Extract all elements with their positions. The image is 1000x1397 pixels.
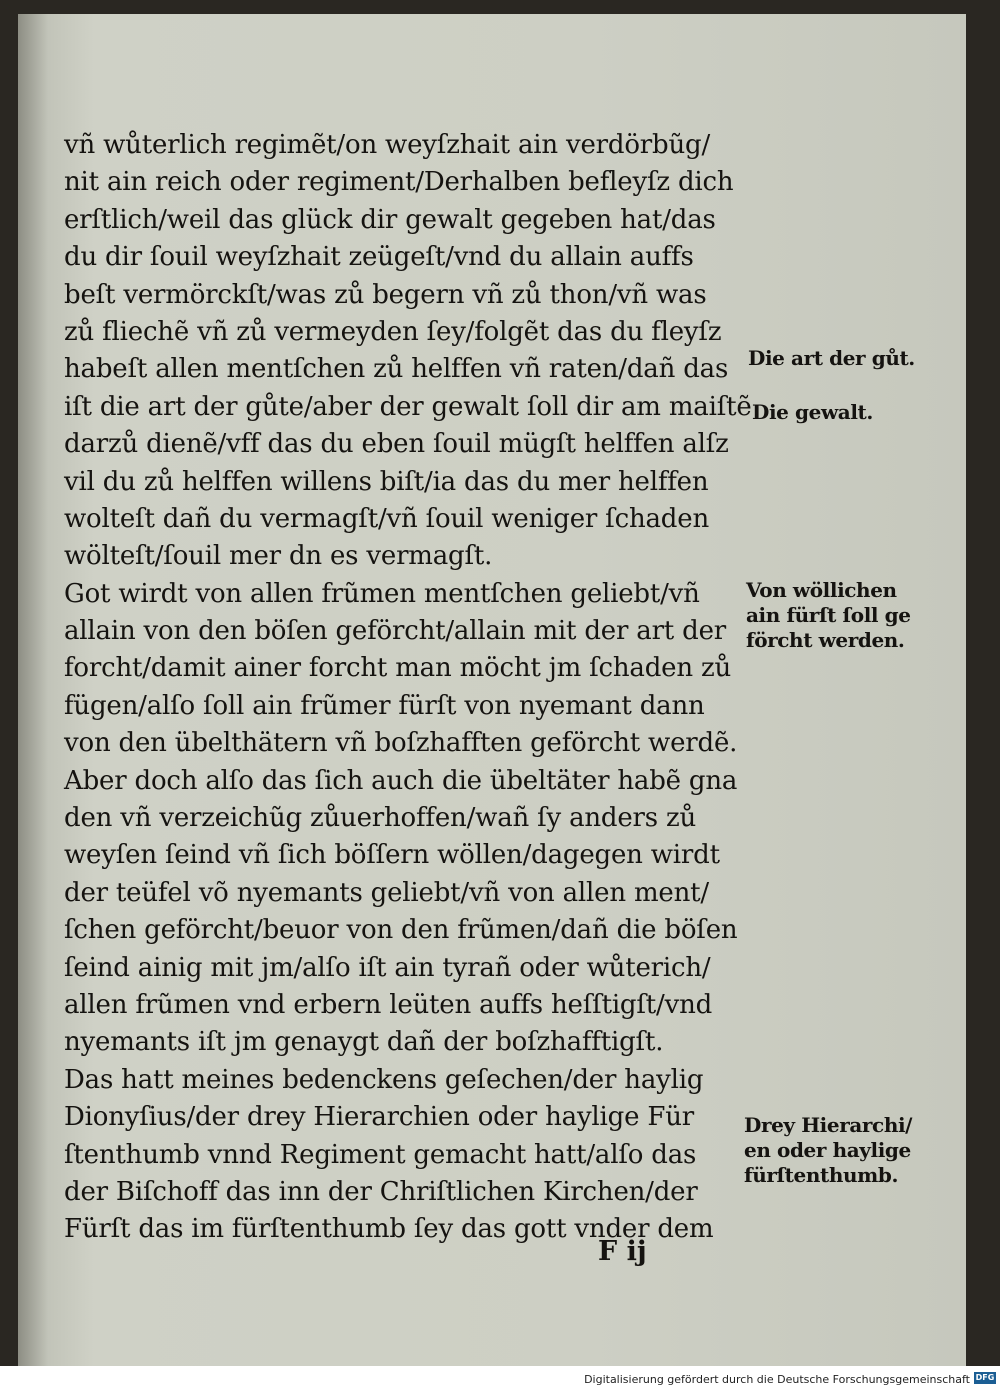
signature-mark: F ij: [598, 1236, 647, 1267]
text-line: allain von den böſen geförcht/allain mit der art der: [64, 616, 726, 647]
text-line: von den übelthätern vñ boſzhafften geförcht werdẽ.: [64, 728, 738, 759]
text-line: ſeind ainig mit jm/alſo iſt ain tyrañ oder wůterich/: [64, 952, 711, 983]
text-line: wolteſt dañ du vermagſt/vñ ſouil weniger ſchaden: [64, 503, 709, 534]
text-line: fügen/alſo ſoll ain frũmer fürſt von nyemant dann: [64, 690, 705, 721]
dfg-logo: DFG: [975, 1373, 995, 1382]
text-line: der Biſchoff das inn der Chriſtlichen Kirchen/der: [64, 1176, 698, 1207]
text-line: iſt die art der gůte/aber der gewalt ſoll dir am maiſtẽ: [64, 391, 752, 422]
text-line: der teüfel võ nyemants geliebt/vñ von allen ment/: [64, 877, 709, 908]
marginal-note-gewalt: Die gewalt.: [752, 400, 873, 424]
text-line: ſtenthumb vnnd Regiment gemacht hatt/alſo das: [64, 1139, 697, 1170]
marginal-note-line: Drey Hierarchi/: [744, 1113, 913, 1137]
text-line: weyſen ſeind vñ ſich böſſern wöllen/dagegen wirdt: [64, 840, 720, 871]
text-line: erſtlich/weil das glück dir gewalt gegeben hat/das: [64, 204, 716, 235]
marginal-note-gute: Die art der gůt.: [748, 346, 915, 370]
marginal-note-line: en oder haylige: [744, 1138, 911, 1162]
text-line: Aber doch alſo das ſich auch die übeltäter habẽ gna: [64, 765, 738, 796]
spine-shadow: [18, 14, 48, 1366]
text-line: den vñ verzeichũg zůuerhoffen/wañ ſy anders zů: [64, 803, 697, 834]
marginal-note-line: ain fürſt ſoll ge: [746, 603, 911, 627]
text-line: allen frũmen vnd erbern leüten auffs heſſtigſt/vnd: [64, 989, 713, 1020]
text-line: nyemants iſt jm genaygt dañ der boſzhafftigſt.: [64, 1027, 664, 1058]
text-line: Fürſt das im fürſtenthumb ſey das gott vnder dem: [64, 1214, 714, 1245]
text-line: Das hatt meines bedenckens geſechen/der haylig: [64, 1064, 704, 1095]
text-line: wölteſt/ſouil mer dn es vermagſt.: [64, 541, 493, 572]
text-line: forcht/damit ainer forcht man möcht jm ſchaden zů: [64, 653, 731, 684]
text-line: habeſt allen mentſchen zů helffen vñ raten/dañ das: [64, 354, 729, 385]
text-line: du dir ſouil weyſzhait zeügeſt/vnd du allain auffs: [64, 242, 694, 273]
text-line: nit ain reich oder regiment/Derhalben befleyſz dich: [64, 167, 734, 198]
marginal-note-line: Von wöllichen: [746, 578, 897, 602]
text-line: zů fliechẽ vñ zů vermeyden ſey/folgẽt das du fleyſz: [64, 316, 722, 347]
marginal-note-line: förcht werden.: [746, 628, 905, 652]
text-line: Dionyſius/der drey Hierarchien oder haylige Für: [64, 1102, 694, 1133]
text-line: vñ wůterlich regimẽt/on weyſzhait ain verdörbũg/: [64, 130, 711, 160]
marginal-note-hierarchien: [744, 1113, 912, 1188]
main-text-block: [64, 127, 752, 1249]
text-line: ſchen geförcht/beuor von den frũmen/dañ die böſen: [64, 915, 738, 946]
digitization-credit: Digitalisierung gefördert durch die Deutsche Forschungsgemeinschaft: [584, 1373, 970, 1386]
text-line: Got wirdt von allen frũmen mentſchen geliebt/vñ: [64, 578, 700, 609]
text-line: vil du zů helffen willens biſt/ia das du mer helffen: [64, 466, 709, 497]
text-line: darzů dienẽ/vff das du eben ſouil mügſt helffen alſz: [64, 429, 729, 460]
text-line: beſt vermörckſt/was zů begern vñ zů thon/vñ was: [64, 279, 707, 310]
marginal-note-line: fürſtenthumb.: [744, 1163, 899, 1187]
marginal-note-forcht: [746, 578, 911, 653]
